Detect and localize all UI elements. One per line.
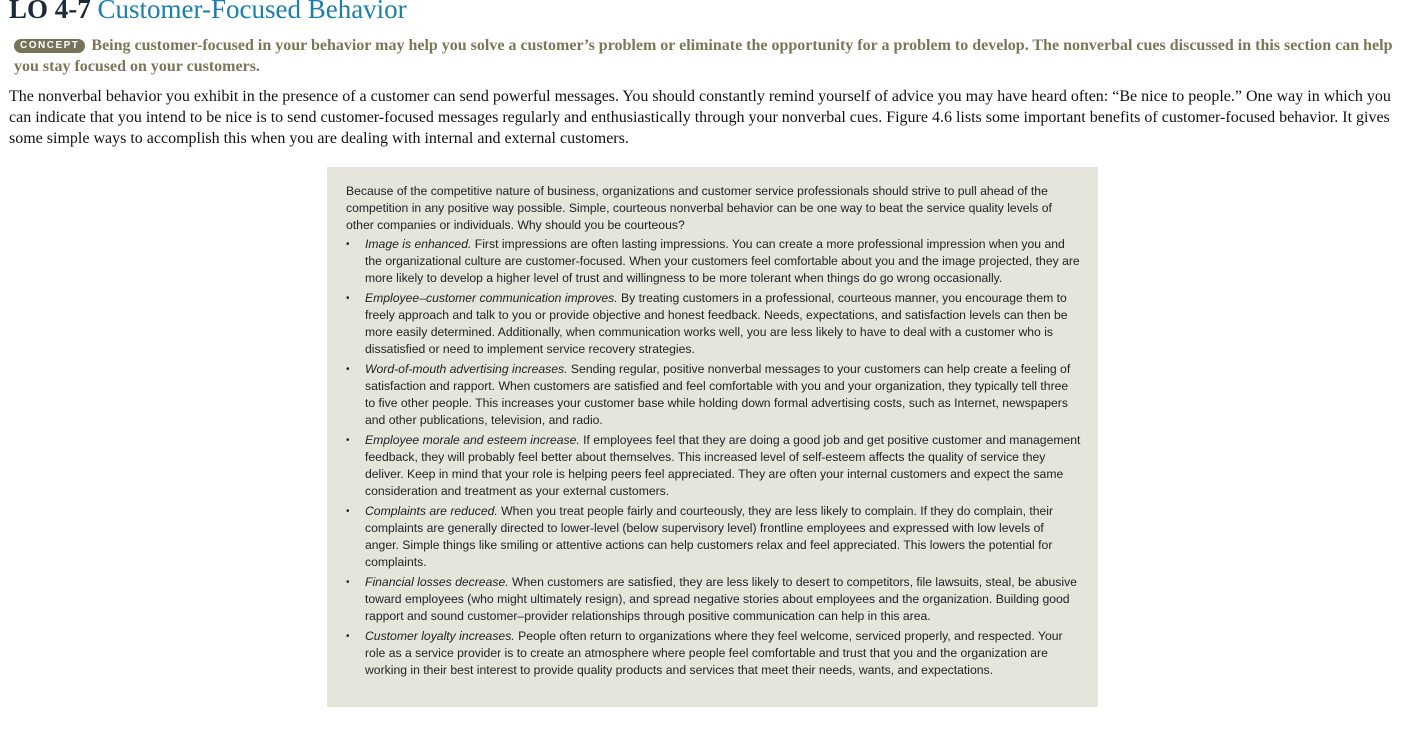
- bullet-icon: •: [346, 239, 350, 250]
- benefit-title: Image is enhanced.: [365, 237, 472, 251]
- benefit-title: Complaints are reduced.: [365, 504, 498, 518]
- benefit-text: By treating customers in a professional, courteous manner, you encourage them to freely approach and talk to you or provide objective and honest feedback. Needs, expectations, and satisfaction levels can then be more easily determined. Additionally, when communication works well, you are less likely to have to deal with a customer who is dissatisfied or need to implement service recovery strategies.: [365, 291, 1068, 356]
- benefit-text: If employees feel that they are doing a good job and get positive customer and management feedback, they will probably feel better about themselves. This increased level of self-esteem affects the quality of service they deliver. Keep in mind that your role is helping peers feel appreciated. They are often your internal customers and expect the same consideration and treatment as your external customers.: [365, 433, 1081, 498]
- benefit-item-word-of-mouth: [346, 361, 1081, 429]
- benefit-text: When customers are satisfied, they are less likely to desert to competitors, file lawsuits, steal, be abusive toward employees (who might ultimately resign), and spread negative stories about employees and the organization. Building good rapport and sound customer–provider relationships through positive communication can help in this area.: [365, 575, 1077, 623]
- figure-lead-paragraph: Because of the competitive nature of business, organizations and customer service professionals should strive to pull ahead of the competition in any positive way possible. Simple, courteous nonverbal behavior can be one way to beat the service quality levels of other companies or individuals. Why should you be courteous?: [346, 184, 1052, 232]
- concept-callout: [14, 35, 1409, 77]
- bullet-icon: •: [346, 506, 350, 517]
- bullet-icon: •: [346, 577, 350, 588]
- benefit-item-morale: [346, 432, 1081, 500]
- intro-paragraph: The nonverbal behavior you exhibit in the presence of a customer can send powerful messages. You should constantly remind yourself of advice you may have heard often: “Be nice to people.” One way in which you can indicate that you intend to be nice is to send customer-focused messages regularly and enthusiastically through your nonverbal cues. Figure 4.6 lists some important benefits of customer-focused behavior. It gives some simple ways to accomplish this when you are dealing with internal and external customers.: [9, 88, 1391, 147]
- concept-badge: CONCEPT: [14, 39, 85, 53]
- bullet-icon: •: [346, 631, 350, 642]
- benefit-text: When you treat people fairly and courteously, they are less likely to complain. If they do complain, their complaints are generally directed to lower-level (below supervisory level) frontline employees and expressed with low levels of anger. Simple things like smiling or attentive actions can help customers relax and feel appreciated. This lowers the potential for complaints.: [365, 504, 1054, 569]
- figure-box: [327, 167, 1098, 707]
- benefit-item-complaints: [346, 503, 1081, 571]
- section-heading: [9, 0, 407, 26]
- benefit-item-image: [346, 236, 1081, 287]
- concept-text: Being customer-focused in your behavior may help you solve a customer’s problem or eliminate the opportunity for a problem to develop. The nonverbal cues discussed in this section can help you stay focused on your customers.: [14, 37, 1393, 75]
- benefit-title: Financial losses decrease.: [365, 575, 509, 589]
- benefit-item-loyalty: [346, 628, 1081, 679]
- benefit-text: Sending regular, positive nonverbal messages to your customers can help create a feeling of satisfaction and rapport. When customers are satisfied and feel comfortable with you and your organization, they typically tell three to five other people. This increases your customer base while holding down formal advertising costs, such as Internet, newspapers and other publications, television, and radio.: [365, 362, 1071, 427]
- benefits-list: [346, 236, 1081, 679]
- benefit-item-financial: [346, 574, 1081, 625]
- bullet-icon: •: [346, 364, 350, 375]
- benefit-title: Employee–customer communication improves.: [365, 291, 618, 305]
- bullet-icon: •: [346, 435, 350, 446]
- benefit-title: Employee morale and esteem increase.: [365, 433, 580, 447]
- benefit-text: People often return to organizations where they feel welcome, serviced properly, and respected. Your role as a service provider is to create an atmosphere where people feel comfortable and trust that you and the organization are working in their best interest to provide quality products and services that meet their needs, wants, and expectations.: [365, 629, 1063, 677]
- bullet-icon: •: [346, 293, 350, 304]
- learning-objective-label: LO 4-7: [9, 0, 91, 24]
- benefit-text: First impressions are often lasting impressions. You can create a more professional impression when you and the organizational culture are customer-focused. When your customers feel comfortable about you and the image projected, they are more likely to develop a higher level of trust and willingness to be more tolerant when things do go wrong occasionally.: [365, 237, 1080, 285]
- benefit-title: Customer loyalty increases.: [365, 629, 515, 643]
- benefit-item-communication: [346, 290, 1081, 358]
- benefit-title: Word-of-mouth advertising increases.: [365, 362, 568, 376]
- section-title: Customer-Focused Behavior: [97, 0, 407, 24]
